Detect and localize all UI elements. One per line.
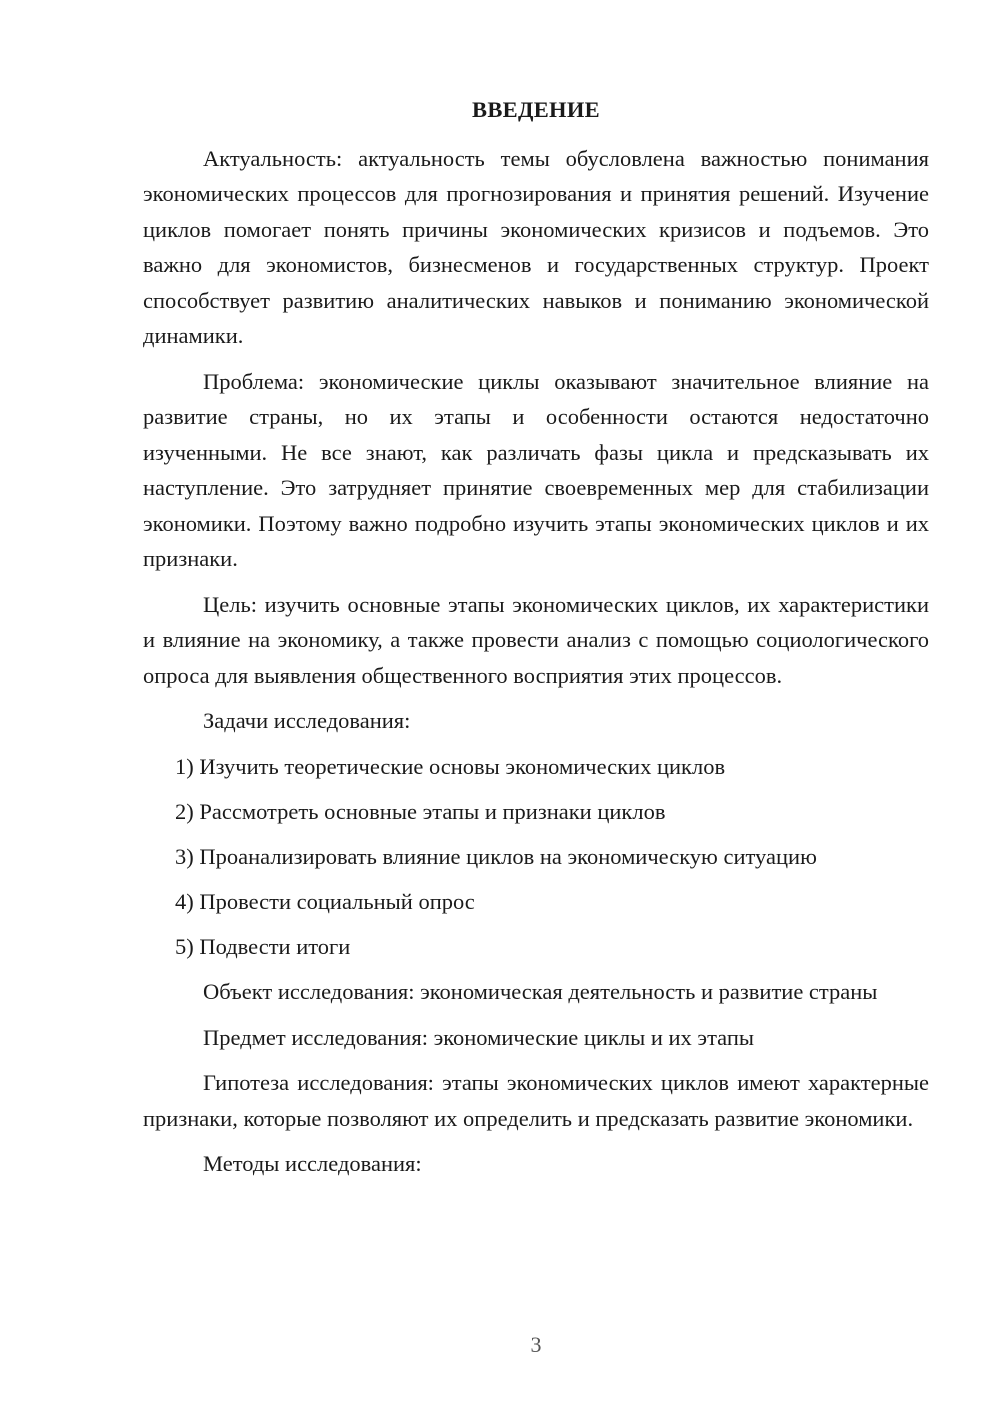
task-item: 2) Рассмотреть основные этапы и признаки циклов: [175, 798, 666, 824]
document-page: [143, 92, 929, 1192]
methods-heading: Методы исследования:: [203, 1151, 422, 1177]
page-number: 3: [530, 1332, 542, 1357]
task-item: 4) Провести социальный опрос: [175, 888, 475, 914]
subject-paragraph: Предмет исследования: экономические циклы и их этапы: [203, 1024, 755, 1050]
object-paragraph: Объект исследования: экономическая деятельность и развитие страны: [203, 979, 878, 1005]
tasks-list: [143, 749, 929, 965]
goal-paragraph: Цель: изучить основные этапы экономических циклов, их характеристики и влияние на экономику, а также провести анализ с помощью социологического опроса для выявления общественного восприятия этих процессов.: [143, 591, 929, 688]
hypothesis-paragraph: Гипотеза исследования: этапы экономических циклов имеют характерные признаки, которые позволяют их определить и предсказать развитие экономики.: [143, 1070, 929, 1131]
relevance-paragraph: Актуальность: актуальность темы обусловлена важностью понимания экономических процессов для прогнозирования и принятия решений. Изучение циклов помогает понять причины экономических кризисов и подъемов. Это важно для экономистов, бизнесменов и государственных структур. Проект способствует развитию аналитических навыков и пониманию экономической динамики.: [143, 145, 929, 348]
tasks-heading: Задачи исследования:: [203, 708, 411, 733]
task-item: 3) Проанализировать влияние циклов на экономическую ситуацию: [175, 843, 817, 869]
task-item: 5) Подвести итоги: [175, 933, 351, 959]
task-item: 1) Изучить теоретические основы экономических циклов: [175, 753, 726, 779]
problem-paragraph: Проблема: экономические циклы оказывают значительное влияние на развитие страны, но их этапы и особенности остаются недостаточно изученными. Не все знают, как различать фазы цикла и предсказывать их наступление. Это затрудняет принятие своевременных мер для стабилизации экономики. Поэтому важно подробно изучить этапы экономических циклов и их признаки.: [143, 368, 929, 571]
section-title: ВВЕДЕНИЕ: [472, 97, 600, 122]
